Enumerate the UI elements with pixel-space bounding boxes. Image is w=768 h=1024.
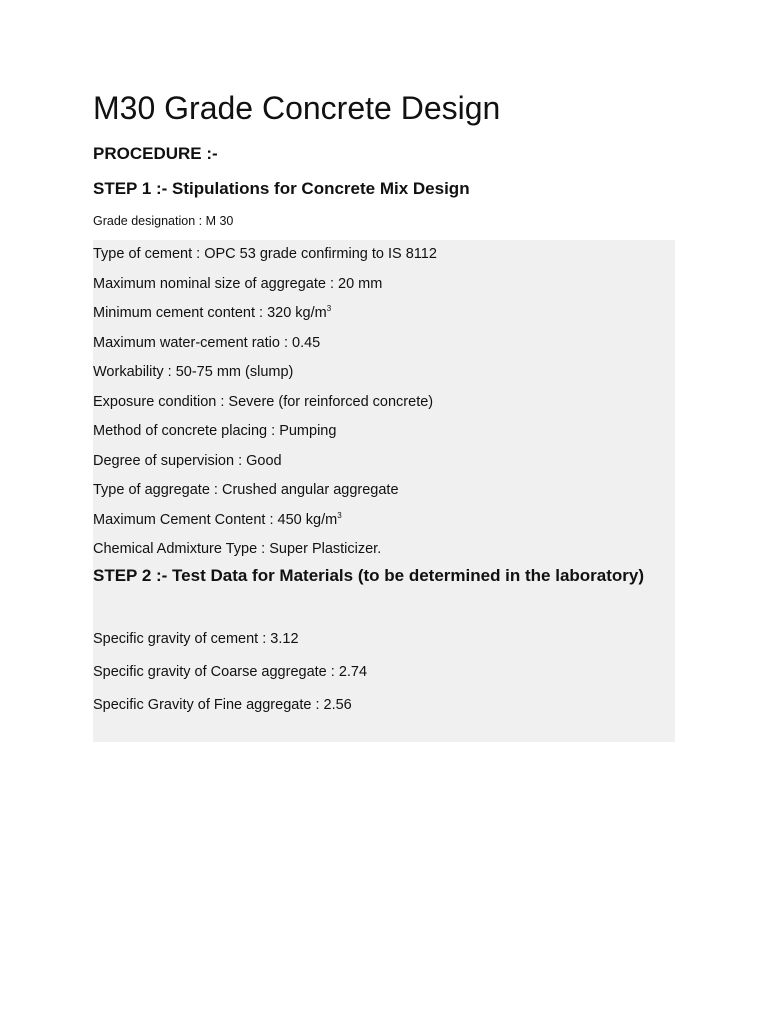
stipulations-list: [93, 240, 437, 565]
test-data-list: [93, 629, 367, 728]
list-item: Maximum water-cement ratio : 0.45: [93, 334, 321, 351]
list-item: Maximum Cement Content : 450 $kg/m^3$: [93, 510, 342, 528]
list-item: Type of aggregate : Crushed angular aggregate: [93, 482, 399, 498]
list-item: Minimum cement content : 320 $kg/m^3$: [93, 304, 332, 321]
procedure-heading: PROCEDURE :-: [93, 144, 218, 163]
grade-designation: Grade designation : M 30: [93, 214, 234, 228]
page-title: M30 Grade Concrete Design: [93, 90, 501, 126]
list-item: Degree of supervision : Good: [93, 452, 282, 469]
list-item: Type of cement : OPC 53 grade confirming to IS 8112: [93, 246, 437, 262]
list-item: Specific Gravity of Fine aggregate : 2.56: [93, 697, 352, 713]
step1-heading: STEP 1 :- Stipulations for Concrete Mix Design: [93, 179, 470, 198]
list-item: Maximum nominal size of aggregate : 20 mm: [93, 275, 383, 292]
list-item: Specific gravity of cement : 3.12: [93, 631, 299, 647]
step2-heading: STEP 2 :- Test Data for Materials (to be determined in the laboratory): [93, 566, 645, 585]
list-item: Chemical Admixture Type : Super Plasticizer.: [93, 541, 382, 557]
list-item: Workability : 50-75 mm (slump): [93, 364, 294, 380]
list-item: Method of concrete placing : Pumping: [93, 423, 337, 439]
list-item: Specific gravity of Coarse aggregate : 2.74: [93, 664, 368, 680]
list-item: Exposure condition : Severe (for reinforced concrete): [93, 393, 434, 410]
